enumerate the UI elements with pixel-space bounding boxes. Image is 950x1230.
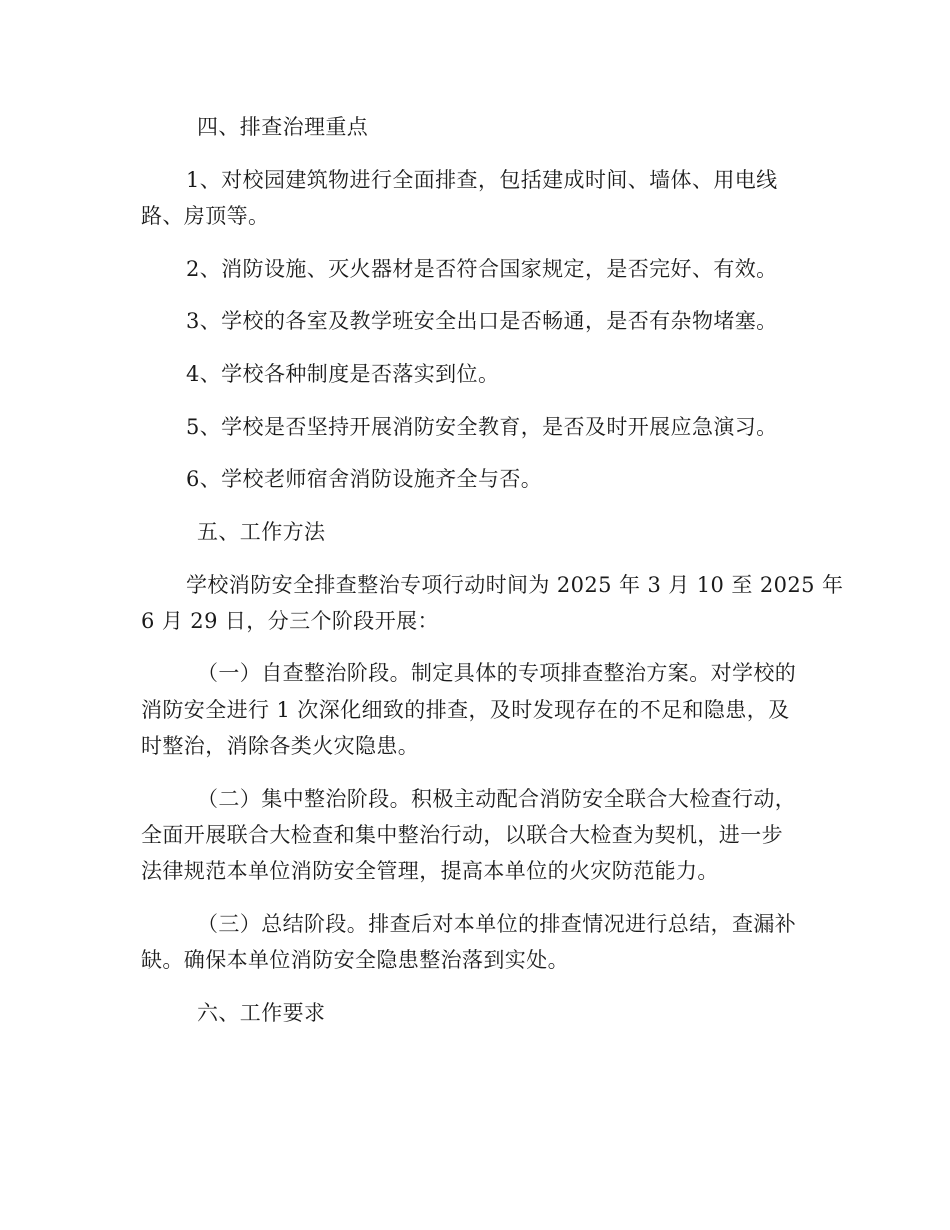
- paragraph-line: 学校消防安全排查整治专项行动时间为 2025 年 3 月 10 至 2025 年: [186, 573, 844, 597]
- section-heading-6: 六、工作要求: [197, 1001, 326, 1025]
- paragraph-line: （三）总结阶段。排查后对本单位的排查情况进行总结，查漏补: [197, 912, 797, 936]
- paragraph-line: 2、消防设施、灭火器材是否符合国家规定，是否完好、有效。: [186, 257, 778, 281]
- section-heading-5: 五、工作方法: [197, 520, 326, 544]
- paragraph-line: （一）自查整治阶段。制定具体的专项排查整治方案。对学校的: [197, 661, 797, 685]
- paragraph-line: 法律规范本单位消防安全管理，提高本单位的火灾防范能力。: [141, 859, 719, 883]
- paragraph-line: 6、学校老师宿舍消防设施齐全与否。: [186, 467, 543, 491]
- paragraph-line: 4、学校各种制度是否落实到位。: [186, 362, 500, 386]
- paragraph-line: 6 月 29 日，分三个阶段开展：: [141, 609, 439, 633]
- paragraph-line: 全面开展联合大检查和集中整治行动，以联合大检查为契机，进一步: [141, 823, 783, 847]
- paragraph-line: 路、房顶等。: [141, 204, 270, 228]
- paragraph-line: （二）集中整治阶段。积极主动配合消防安全联合大检查行动，: [197, 787, 797, 811]
- paragraph-line: 1、对校园建筑物进行全面排查，包括建成时间、墙体、用电线: [186, 168, 778, 192]
- section-heading-4: 四、排查治理重点: [197, 115, 369, 139]
- paragraph-line: 3、学校的各室及教学班安全出口是否畅通，是否有杂物堵塞。: [186, 309, 778, 333]
- paragraph-line: 时整治，消除各类火灾隐患。: [141, 734, 420, 758]
- paragraph-line: 5、学校是否坚持开展消防安全教育，是否及时开展应急演习。: [186, 415, 778, 439]
- paragraph-line: 缺。确保本单位消防安全隐患整治落到实处。: [141, 948, 569, 972]
- paragraph-line: 消防安全进行 1 次深化细致的排查，及时发现存在的不足和隐患，及: [141, 698, 790, 722]
